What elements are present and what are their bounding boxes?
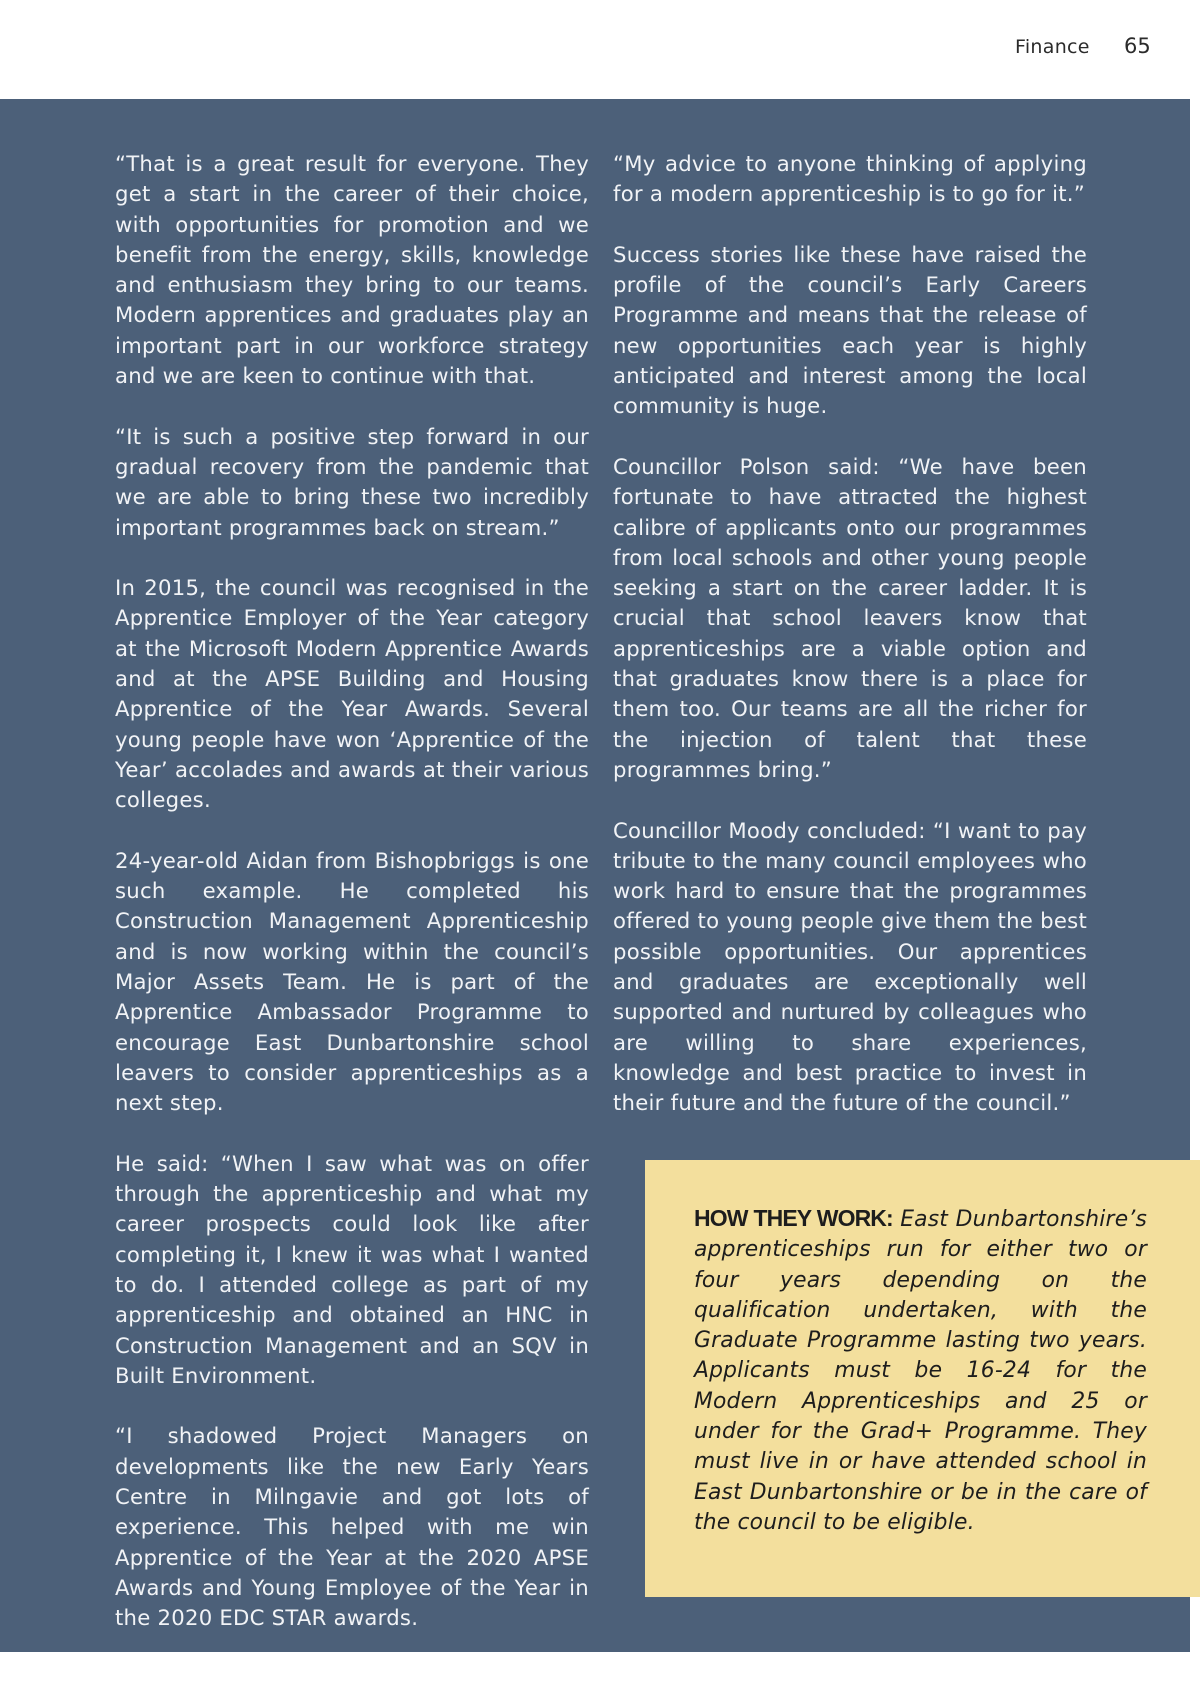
how-they-work-callout xyxy=(645,1160,1200,1597)
paragraph: Councillor Polson said: “We have been fortunate to have attracted the highest calibre of applicants onto our programmes from local schools and other young people seeking a start on the career ladder. It is crucial that school leavers know that apprenticeships are a viable option and that graduates know there is a place for them too. Our teams are all the richer for the injection of talent that these programmes bring.” xyxy=(613,453,1087,782)
paragraph: “It is such a positive step forward in our gradual recovery from the pandemic that we are able to bring these two incredibly important programmes back on stream.” xyxy=(115,423,589,540)
article-column-right xyxy=(613,149,1087,1149)
callout-text xyxy=(694,1203,1147,1538)
paragraph: “My advice to anyone thinking of applying for a modern apprenticeship is to go for it.” xyxy=(613,151,1087,207)
paragraph: In 2015, the council was recognised in the Apprentice Employer of the Year category at the Microsoft Modern Apprentice Awards and at the APSE Building and Housing Apprentice of the Year Awards. Several young people have won ‘Apprentice of the Year’ accolades and awards at their various colleges. xyxy=(115,575,589,813)
paragraph: “I shadowed Project Managers on developments like the new Early Years Centre in Milngavie and got lots of experience. This helped with me win Apprentice of the Year at the 2020 APSE Awards and Young Employee of the Year in the 2020 EDC STAR awards. xyxy=(115,1423,589,1631)
section-label: Finance xyxy=(1015,36,1090,58)
callout-body: East Dunbartonshire’s apprenticeships run for either two or four years depending on the qualification undertaken, with the Graduate Programme lasting two years. Applicants must be 16-24 for the Modern Apprenticeships and 25 or under for the Grad+ Programme. They must live in or have attended school in East Dunbartonshire or be in the care of the council to be eligible. xyxy=(694,1207,1147,1535)
paragraph: Councillor Moody concluded: “I want to pay tribute to the many council employees who work hard to ensure that the programmes offered to young people give them the best possible opportunities. Our apprentices and graduates are exceptionally well supported and nurtured by colleagues who are willing to share experiences, knowledge and best practice to invest in their future and the future of the council.” xyxy=(613,817,1087,1116)
page-number: 65 xyxy=(1124,34,1151,58)
paragraph: Success stories like these have raised the profile of the council’s Early Careers Programme and means that the release of new opportunities each year is highly anticipated and interest among the local community is huge. xyxy=(613,241,1087,419)
callout-heading: HOW THEY WORK: xyxy=(694,1205,893,1231)
page-header xyxy=(0,34,1200,64)
paragraph: He said: “When I saw what was on offer through the apprenticeship and what my career prospects could look like after completing it, I knew it was what I wanted to do. I attended college as part of my apprenticeship and obtained an HNC in Construction Management and an SQV in Built Environment. xyxy=(115,1150,589,1388)
paragraph: 24-year-old Aidan from Bishopbriggs is one such example. He completed his Construction Management Apprenticeship and is now working within the council’s Major Assets Team. He is part of the Apprentice Ambassador Programme to encourage East Dunbartonshire school leavers to consider apprenticeships as a next step. xyxy=(115,847,589,1116)
paragraph: “That is a great result for everyone. They get a start in the career of their choice, with opportunities for promotion and we benefit from the energy, skills, knowledge and enthusiasm they bring to our teams. Modern apprentices and graduates play an important part in our workforce strategy and we are keen to continue with that. xyxy=(115,151,589,389)
article-column-left xyxy=(115,149,589,1664)
